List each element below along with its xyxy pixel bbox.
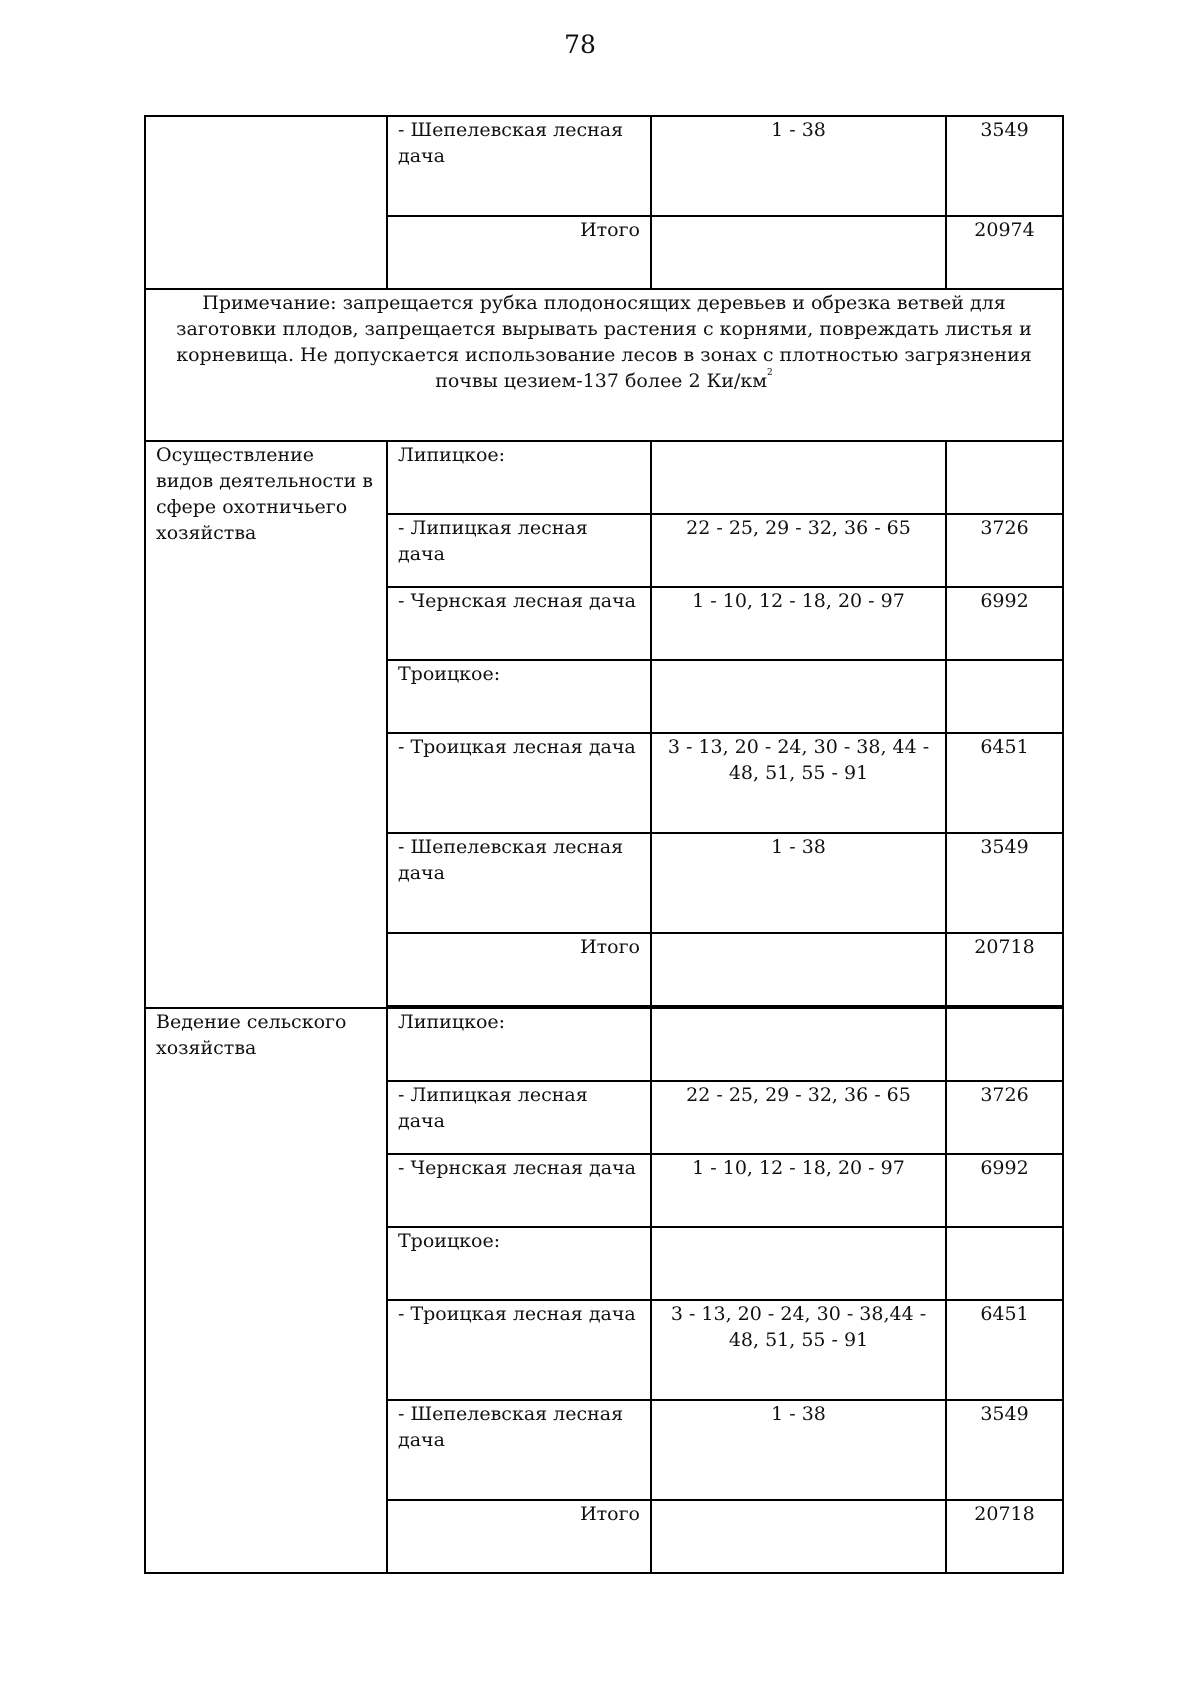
forest-dacha-name: - Липицкая лесная дача bbox=[387, 1081, 651, 1154]
quarters-cell: 1 - 38 bbox=[651, 1400, 946, 1500]
empty-cell bbox=[946, 660, 1063, 733]
group-row bbox=[145, 441, 1063, 514]
forest-use-table bbox=[144, 115, 1064, 1574]
forest-dacha-name: - Троицкая лесная дача bbox=[387, 1300, 651, 1400]
empty-cell bbox=[651, 1227, 946, 1300]
area-cell: 6451 bbox=[946, 733, 1063, 833]
total-label: Итого bbox=[387, 1500, 651, 1573]
forest-district-label: Липицкое: bbox=[387, 441, 651, 514]
note-cell bbox=[145, 289, 1063, 441]
total-label: Итого bbox=[387, 216, 651, 289]
note-text: Примечание: запрещается рубка плодоносящих деревьев и обрезка ветвей для заготовки плодов, запрещается вырывать растения с корнями, повреждать листья и корневища. Не допускается использование лесов в зонах с плотностью загрязнения почвы цезием-137 более 2 Ки/км bbox=[176, 292, 1032, 392]
empty-cell bbox=[946, 1227, 1063, 1300]
activity-cell: Ведение сельского хозяйства bbox=[145, 1008, 387, 1573]
empty-cell bbox=[946, 441, 1063, 514]
quarters-cell: 3 - 13, 20 - 24, 30 - 38,44 - 48, 51, 55 - 91 bbox=[651, 1300, 946, 1400]
forest-district-label: Липицкое: bbox=[387, 1008, 651, 1081]
total-value: 20718 bbox=[946, 1500, 1063, 1573]
quarters-cell: 1 - 10, 12 - 18, 20 - 97 bbox=[651, 587, 946, 660]
area-cell: 3726 bbox=[946, 514, 1063, 587]
empty-cell bbox=[651, 933, 946, 1006]
quarters-cell: 3 - 13, 20 - 24, 30 - 38, 44 - 48, 51, 55 - 91 bbox=[651, 733, 946, 833]
area-cell: 6992 bbox=[946, 587, 1063, 660]
area-cell: 6451 bbox=[946, 1300, 1063, 1400]
empty-cell bbox=[651, 660, 946, 733]
empty-cell bbox=[651, 441, 946, 514]
table-row bbox=[145, 116, 1063, 216]
activity-cell: Осуществление видов деятельности в сфере охотничьего хозяйства bbox=[145, 441, 387, 1008]
quarters-cell: 1 - 10, 12 - 18, 20 - 97 bbox=[651, 1154, 946, 1227]
forest-dacha-name: - Липицкая лесная дача bbox=[387, 514, 651, 587]
area-cell: 3549 bbox=[946, 116, 1063, 216]
forest-dacha-name: - Чернская лесная дача bbox=[387, 1154, 651, 1227]
total-value: 20718 bbox=[946, 933, 1063, 1006]
note-superscript: 2 bbox=[767, 368, 773, 378]
page-number: 78 bbox=[564, 30, 596, 59]
empty-cell bbox=[651, 216, 946, 289]
empty-cell bbox=[651, 1008, 946, 1081]
empty-cell bbox=[946, 1008, 1063, 1081]
quarters-cell: 1 - 38 bbox=[651, 833, 946, 933]
forest-dacha-name: - Шепелевская лесная дача bbox=[387, 833, 651, 933]
total-value: 20974 bbox=[946, 216, 1063, 289]
forest-district-label: Троицкое: bbox=[387, 1227, 651, 1300]
quarters-cell: 22 - 25, 29 - 32, 36 - 65 bbox=[651, 1081, 946, 1154]
group-row bbox=[145, 1008, 1063, 1081]
activity-cell-empty bbox=[145, 116, 387, 289]
area-cell: 3549 bbox=[946, 1400, 1063, 1500]
forest-dacha-name: - Шепелевская лесная дача bbox=[387, 1400, 651, 1500]
total-label: Итого bbox=[387, 933, 651, 1006]
forest-district-label: Троицкое: bbox=[387, 660, 651, 733]
area-cell: 6992 bbox=[946, 1154, 1063, 1227]
forest-dacha-name: - Шепелевская лесная дача bbox=[387, 116, 651, 216]
empty-cell bbox=[651, 1500, 946, 1573]
forest-dacha-name: - Троицкая лесная дача bbox=[387, 733, 651, 833]
quarters-cell: 22 - 25, 29 - 32, 36 - 65 bbox=[651, 514, 946, 587]
area-cell: 3549 bbox=[946, 833, 1063, 933]
quarters-cell: 1 - 38 bbox=[651, 116, 946, 216]
forest-dacha-name: - Чернская лесная дача bbox=[387, 587, 651, 660]
note-row bbox=[145, 289, 1063, 441]
area-cell: 3726 bbox=[946, 1081, 1063, 1154]
